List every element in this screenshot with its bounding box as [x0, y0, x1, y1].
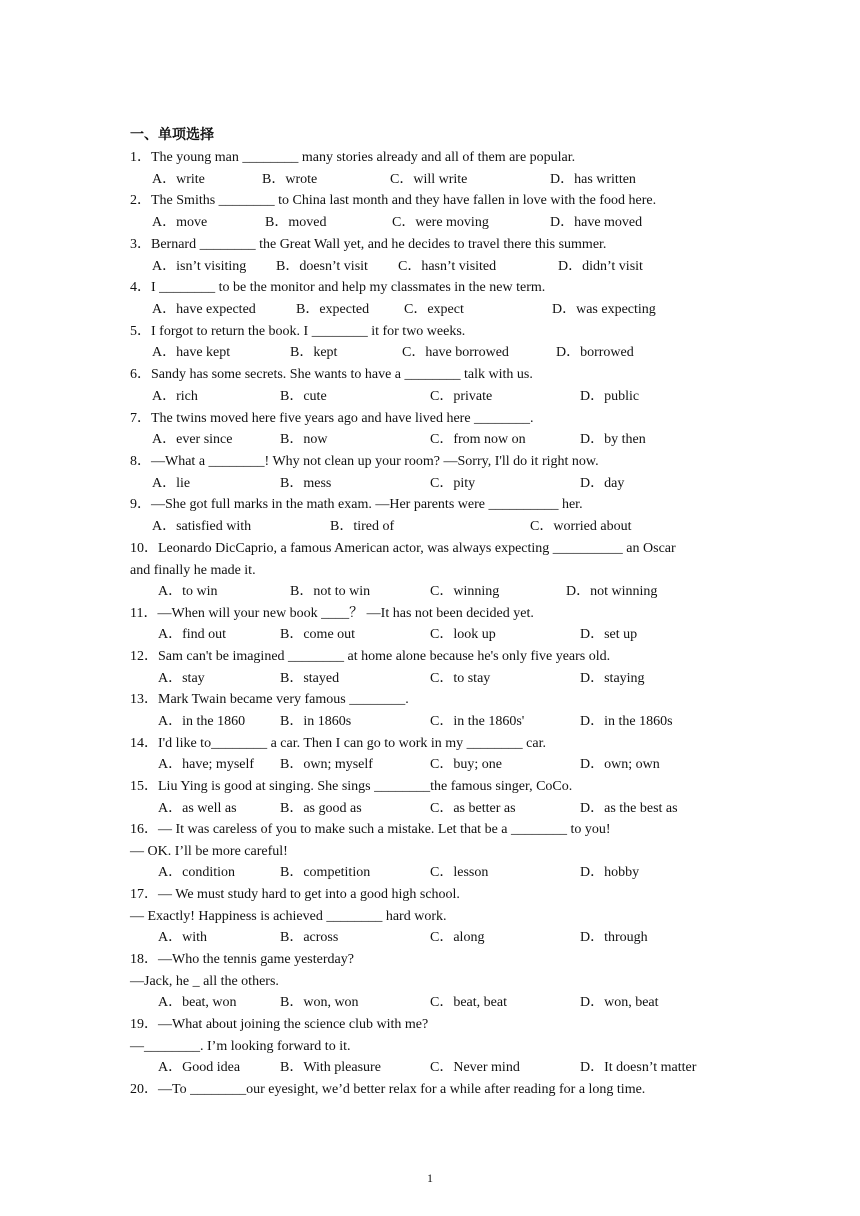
option-b: B．come out — [280, 627, 356, 642]
question-options — [0, 171, 860, 189]
question-options — [0, 475, 860, 493]
question-options — [0, 929, 860, 947]
option-b: B．stayed — [280, 671, 340, 686]
option-a: A．have expected — [152, 302, 256, 317]
option-b: B．not to win — [290, 584, 371, 599]
option-c: C．from now on — [430, 432, 526, 447]
option-c: C．will write — [390, 172, 468, 187]
question-options — [0, 800, 860, 818]
option-a: A．have kept — [152, 345, 231, 360]
option-c: C．in the 1860s' — [430, 714, 525, 729]
question-stem: 11．—When will your new book ____？ —It has not been decided yet. — [130, 606, 534, 621]
question-stem: 2．The Smiths ________ to China last month and they have fallen in love with the food here. — [130, 193, 657, 208]
option-d: D．day — [580, 476, 625, 491]
option-c: C．hasn’t visited — [398, 259, 497, 274]
option-a: A．write — [152, 172, 205, 187]
option-a: A．Good idea — [158, 1060, 241, 1075]
question-stem: 1．The young man ________ many stories already and all of them are popular. — [130, 150, 576, 165]
option-d: D．was expecting — [552, 302, 656, 317]
option-c: C．as better as — [430, 801, 516, 816]
option-c: C．private — [430, 389, 493, 404]
question-options — [0, 670, 860, 688]
question-stem-continued: and finally he made it. — [130, 563, 256, 578]
question-options — [0, 214, 860, 232]
question-stem-continued: — Exactly! Happiness is achieved ________ hard work. — [130, 909, 447, 924]
question-stem-continued: —Jack, he _ all the others. — [130, 974, 279, 989]
page-number: 1 — [427, 1171, 433, 1185]
question-stem: 16．— It was careless of you to make such a mistake. Let that be a ________ to you! — [130, 822, 611, 837]
question-options — [0, 626, 860, 644]
option-d: D．has written — [550, 172, 636, 187]
option-a: A．condition — [158, 865, 235, 880]
question-stem: 20．—To ________our eyesight, we’d better relax for a while after reading for a long time. — [130, 1082, 646, 1097]
option-a: A．lie — [152, 476, 191, 491]
option-d: D．by then — [580, 432, 646, 447]
option-b: B．across — [280, 930, 339, 945]
question-stem: 17．— We must study hard to get into a good high school. — [130, 887, 460, 902]
option-b: B．expected — [296, 302, 370, 317]
option-b: B．now — [280, 432, 328, 447]
option-b: B．competition — [280, 865, 371, 880]
option-b: B．kept — [290, 345, 338, 360]
option-b: B．tired of — [330, 519, 395, 534]
question-options — [0, 344, 860, 362]
question-stem: 6．Sandy has some secrets. She wants to have a ________ talk with us. — [130, 367, 533, 382]
option-d: D．borrowed — [556, 345, 634, 360]
option-c: C．worried about — [530, 519, 632, 534]
question-stem: 5．I forgot to return the book. I ________ it for two weeks. — [130, 324, 466, 339]
option-b: B．moved — [265, 215, 327, 230]
option-d: D．as the best as — [580, 801, 678, 816]
option-d: D．own; own — [580, 757, 660, 772]
question-options — [0, 258, 860, 276]
question-options — [0, 518, 860, 536]
question-stem: 18．—Who the tennis game yesterday? — [130, 952, 354, 967]
question-options — [0, 388, 860, 406]
question-stem: 14．I'd like to________ a car. Then I can go to work in my ________ car. — [130, 736, 546, 751]
question-stem: 12．Sam can't be imagined ________ at home alone because he's only five years old. — [130, 649, 611, 664]
option-d: D．public — [580, 389, 640, 404]
question-stem-continued: — OK. I’ll be more careful! — [130, 844, 288, 859]
option-a: A．with — [158, 930, 207, 945]
option-c: C．winning — [430, 584, 500, 599]
question-stem-continued: —________. I’m looking forward to it. — [130, 1039, 351, 1054]
option-d: D．hobby — [580, 865, 640, 880]
section-title: 一、单项选择 — [130, 128, 214, 143]
option-a: A．stay — [158, 671, 205, 686]
option-c: C．along — [430, 930, 485, 945]
question-stem: 7．The twins moved here five years ago and have lived here ________. — [130, 411, 534, 426]
question-options — [0, 756, 860, 774]
option-d: D．in the 1860s — [580, 714, 673, 729]
question-options — [0, 864, 860, 882]
question-options — [0, 713, 860, 731]
option-b: B．won, won — [280, 995, 359, 1010]
option-a: A．find out — [158, 627, 227, 642]
question-options — [0, 583, 860, 601]
option-b: B．mess — [280, 476, 332, 491]
question-options — [0, 301, 860, 319]
option-a: A．to win — [158, 584, 218, 599]
question-stem: 4．I ________ to be the monitor and help my classmates in the new term. — [130, 280, 546, 295]
option-b: B．as good as — [280, 801, 362, 816]
option-c: C．lesson — [430, 865, 489, 880]
question-stem: 3．Bernard ________ the Great Wall yet, and he decides to travel there this summer. — [130, 237, 607, 252]
option-d: D．didn’t visit — [558, 259, 643, 274]
option-a: A．rich — [152, 389, 198, 404]
option-b: B．own; myself — [280, 757, 373, 772]
question-stem: 15．Liu Ying is good at singing. She sings ________the famous singer, CoCo. — [130, 779, 573, 794]
option-c: C．have borrowed — [402, 345, 509, 360]
option-d: D．through — [580, 930, 648, 945]
option-a: A．have; myself — [158, 757, 255, 772]
option-b: B．With pleasure — [280, 1060, 381, 1075]
question-stem: 10．Leonardo DicCaprio, a famous American actor, was always expecting __________ an Oscar — [130, 541, 676, 556]
option-a: A．move — [152, 215, 208, 230]
option-a: A．as well as — [158, 801, 237, 816]
question-stem: 13．Mark Twain became very famous ________. — [130, 692, 409, 707]
option-c: C．to stay — [430, 671, 491, 686]
option-c: C．were moving — [392, 215, 489, 230]
option-d: D．not winning — [566, 584, 658, 599]
option-d: D．have moved — [550, 215, 643, 230]
option-b: B．cute — [280, 389, 327, 404]
option-a: A．isn’t visiting — [152, 259, 247, 274]
option-c: C．pity — [430, 476, 476, 491]
option-c: C．beat, beat — [430, 995, 507, 1010]
option-a: A．ever since — [152, 432, 233, 447]
question-options — [0, 1059, 860, 1077]
option-c: C．Never mind — [430, 1060, 520, 1075]
option-c: C．buy; one — [430, 757, 502, 772]
option-c: C．expect — [404, 302, 464, 317]
option-a: A．beat, won — [158, 995, 237, 1010]
option-d: D．It doesn’t matter — [580, 1060, 697, 1075]
question-options — [0, 431, 860, 449]
question-stem: 9．—She got full marks in the math exam. —Her parents were __________ her. — [130, 497, 583, 512]
option-d: D．set up — [580, 627, 638, 642]
option-b: B．wrote — [262, 172, 318, 187]
question-stem: 8．—What a ________! Why not clean up your room? —Sorry, I'll do it right now. — [130, 454, 599, 469]
option-d: D．staying — [580, 671, 645, 686]
option-a: A．in the 1860 — [158, 714, 246, 729]
option-d: D．won, beat — [580, 995, 659, 1010]
option-a: A．satisfied with — [152, 519, 252, 534]
option-b: B．in 1860s — [280, 714, 352, 729]
question-stem: 19．—What about joining the science club with me? — [130, 1017, 429, 1032]
option-b: B．doesn’t visit — [276, 259, 368, 274]
question-options — [0, 994, 860, 1012]
option-c: C．look up — [430, 627, 496, 642]
